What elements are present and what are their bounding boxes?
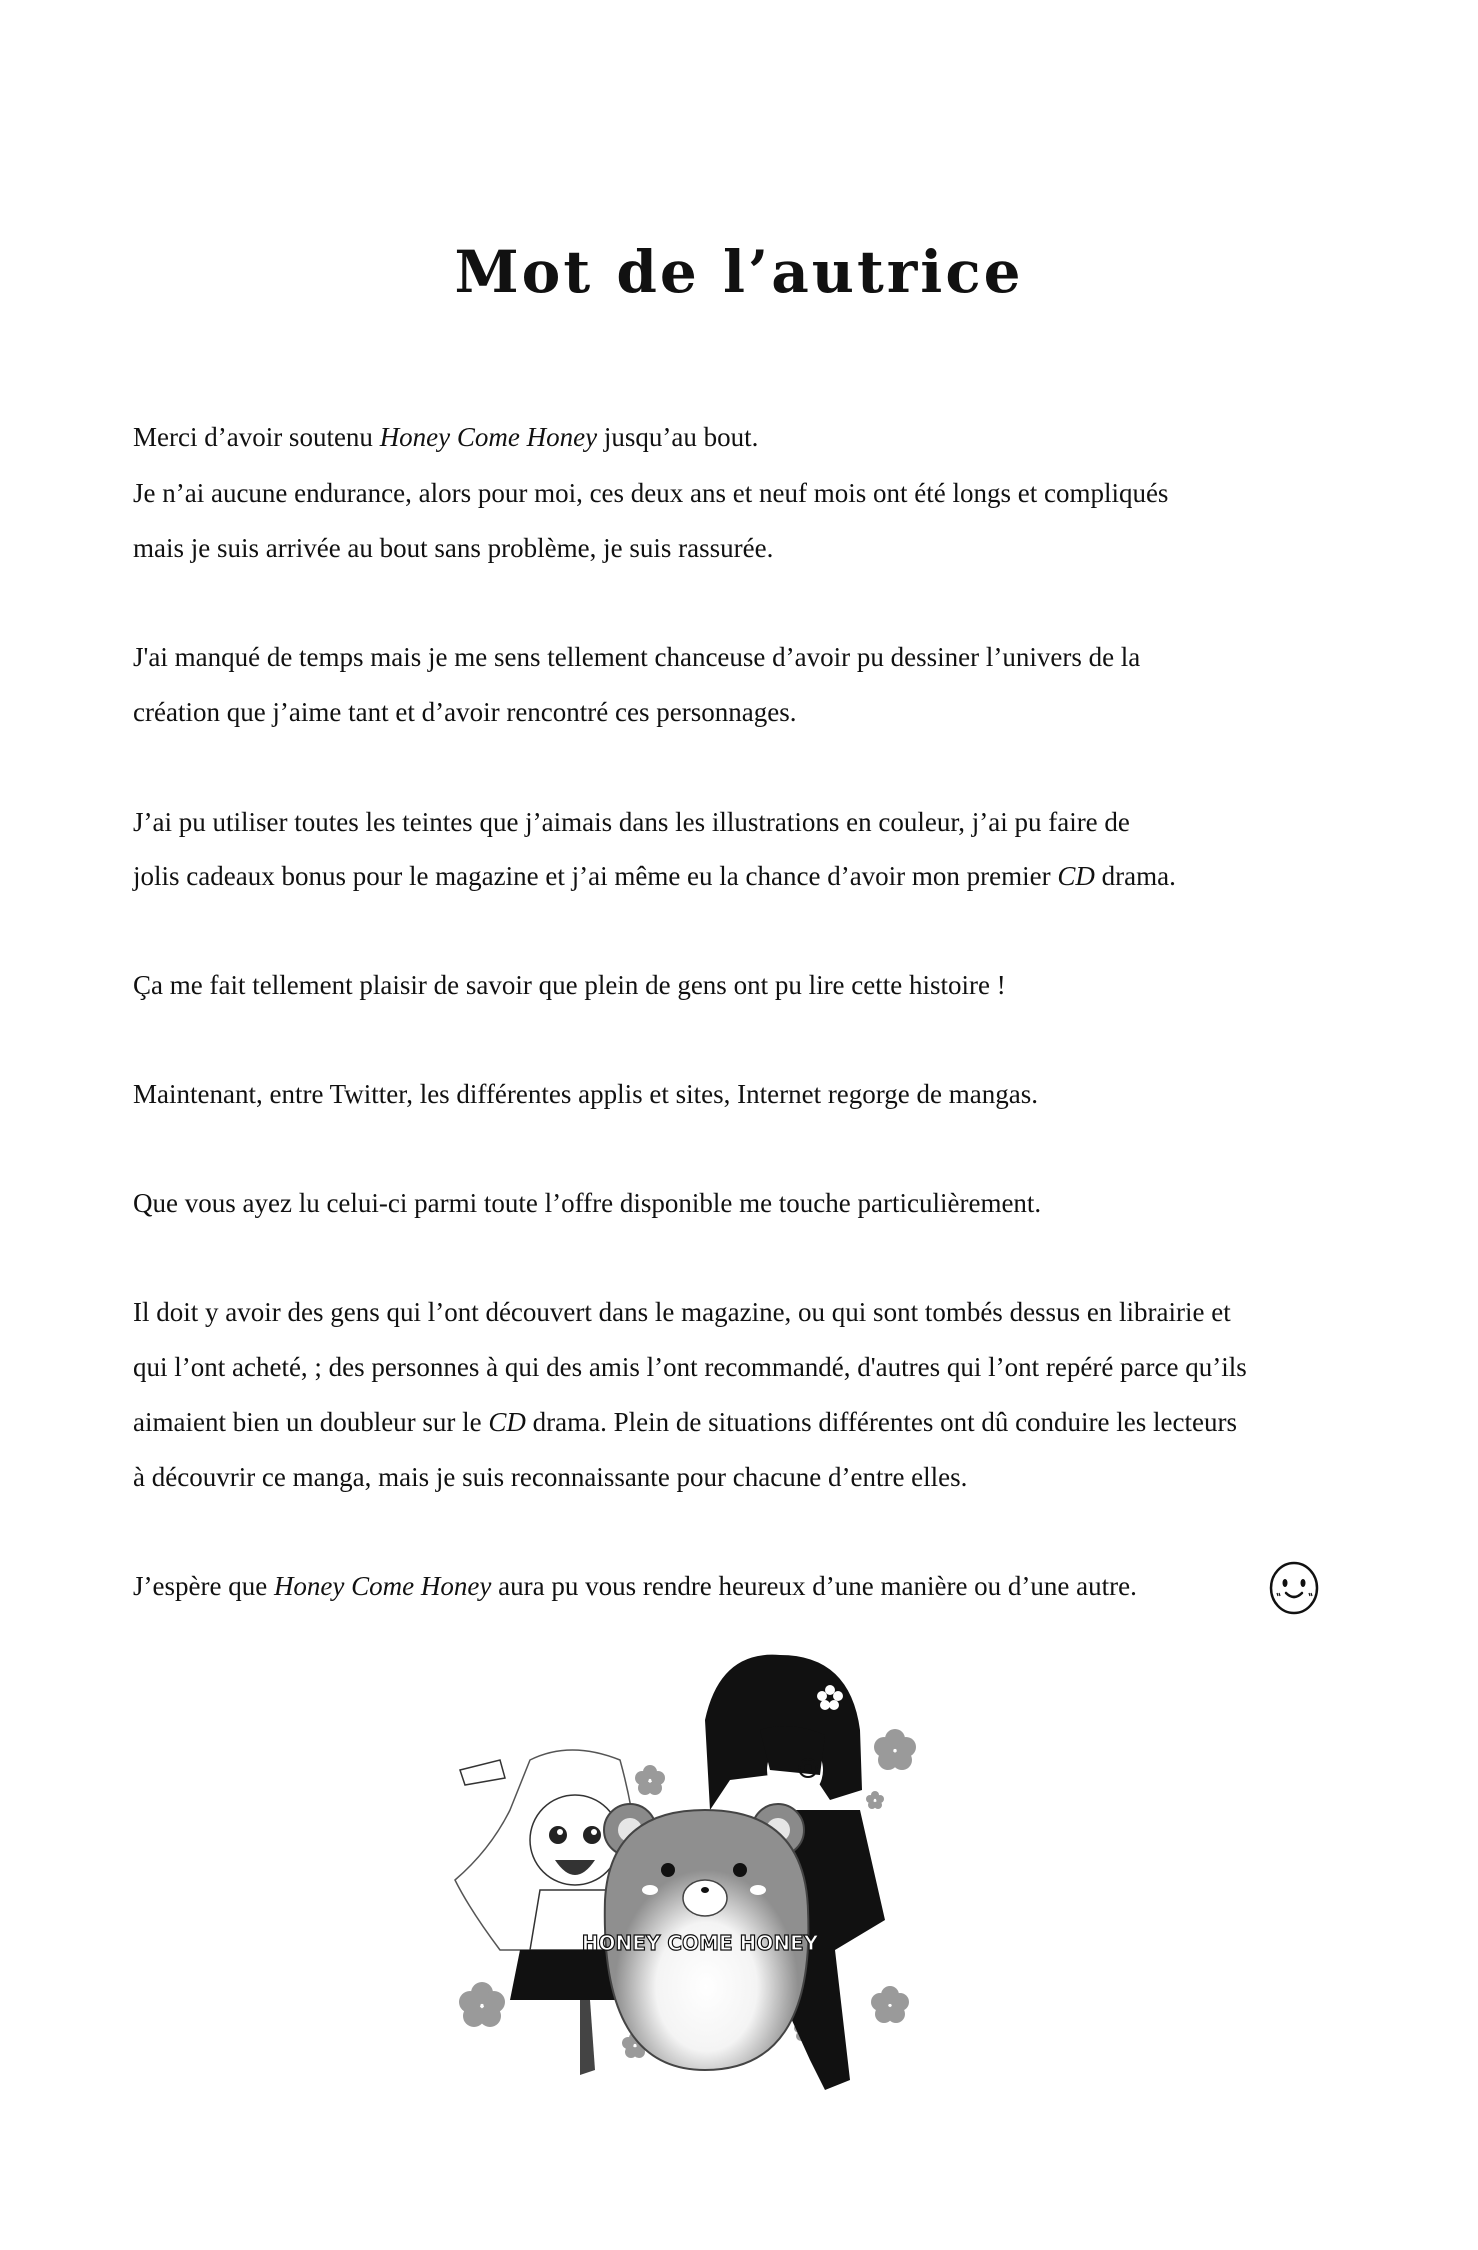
- text-line: [133, 476, 1168, 510]
- smiley-face-icon: [1268, 1560, 1320, 1616]
- text-run: aimaient bien un doubleur sur le: [133, 1407, 489, 1437]
- text-run: jolis cadeaux bonus pour le magazine et j’ai même eu la chance d’avoir mon premier: [133, 861, 1058, 891]
- text-run: jusqu’au bout.: [597, 422, 759, 452]
- text-line: [133, 1569, 1137, 1603]
- chibi-illustration: [430, 1650, 1010, 2170]
- text-run: drama. Plein de situations différentes ont dû conduire les lecteurs: [525, 1407, 1237, 1437]
- text-line: [133, 968, 1006, 1002]
- text-line: [133, 531, 773, 565]
- text-line: [133, 1350, 1247, 1384]
- text-line: [133, 859, 1176, 893]
- text-run: création que j’aime tant et d’avoir rencontré ces personnages.: [133, 697, 797, 727]
- text-run: mais je suis arrivée au bout sans problème, je suis rassurée.: [133, 533, 774, 563]
- text-line: [133, 1460, 967, 1494]
- text-run: Maintenant, entre Twitter, les différentes applis et sites, Internet regorge de mangas.: [133, 1079, 1038, 1109]
- text-run: qui l’ont acheté, ; des personnes à qui des amis l’ont recommandé, d'autres qui l’ont repéré parce qu’ils: [133, 1352, 1247, 1382]
- text-line: [133, 1077, 1038, 1111]
- text-run: J’espère que: [133, 1571, 274, 1601]
- text-line: [133, 1295, 1231, 1329]
- italic-title-text: Honey Come Honey: [273, 1571, 492, 1601]
- italic-title-text: CD: [1057, 861, 1095, 891]
- text-run: J'ai manqué de temps mais je me sens tellement chanceuse d’avoir pu dessiner l’univers de la: [133, 642, 1141, 672]
- text-run: J’ai pu utiliser toutes les teintes que j’aimais dans les illustrations en couleur, j’ai pu faire de: [133, 807, 1130, 837]
- text-line: [133, 695, 796, 729]
- bear-label: HONEY COME HONEY: [581, 1931, 819, 1955]
- text-run: Il doit y avoir des gens qui l’ont découvert dans le magazine, ou qui sont tombés dessus en librairie et: [133, 1297, 1231, 1327]
- bear-plush: [582, 1804, 819, 2070]
- italic-title-text: Honey Come Honey: [379, 422, 598, 452]
- page-title: Mot de l’autrice: [454, 238, 1024, 306]
- text-run: Que vous ayez lu celui-ci parmi toute l’offre disponible me touche particulièrement.: [133, 1188, 1042, 1218]
- text-run: Ça me fait tellement plaisir de savoir que plein de gens ont pu lire cette histoire !: [133, 970, 1006, 1000]
- text-run: Merci d’avoir soutenu: [133, 422, 380, 452]
- text-line: [133, 805, 1130, 839]
- text-run: à découvrir ce manga, mais je suis reconnaissante pour chacune d’entre elles.: [133, 1462, 968, 1492]
- text-line: [133, 1405, 1237, 1439]
- italic-title-text: CD: [488, 1407, 526, 1437]
- text-run: Je n’ai aucune endurance, alors pour moi, ces deux ans et neuf mois ont été longs et compliqués: [133, 478, 1169, 508]
- text-run: drama.: [1094, 861, 1176, 891]
- text-line: [133, 1186, 1041, 1220]
- text-line: [133, 420, 758, 454]
- text-line: [133, 640, 1140, 674]
- text-run: aura pu vous rendre heureux d’une manière ou d’une autre.: [491, 1571, 1137, 1601]
